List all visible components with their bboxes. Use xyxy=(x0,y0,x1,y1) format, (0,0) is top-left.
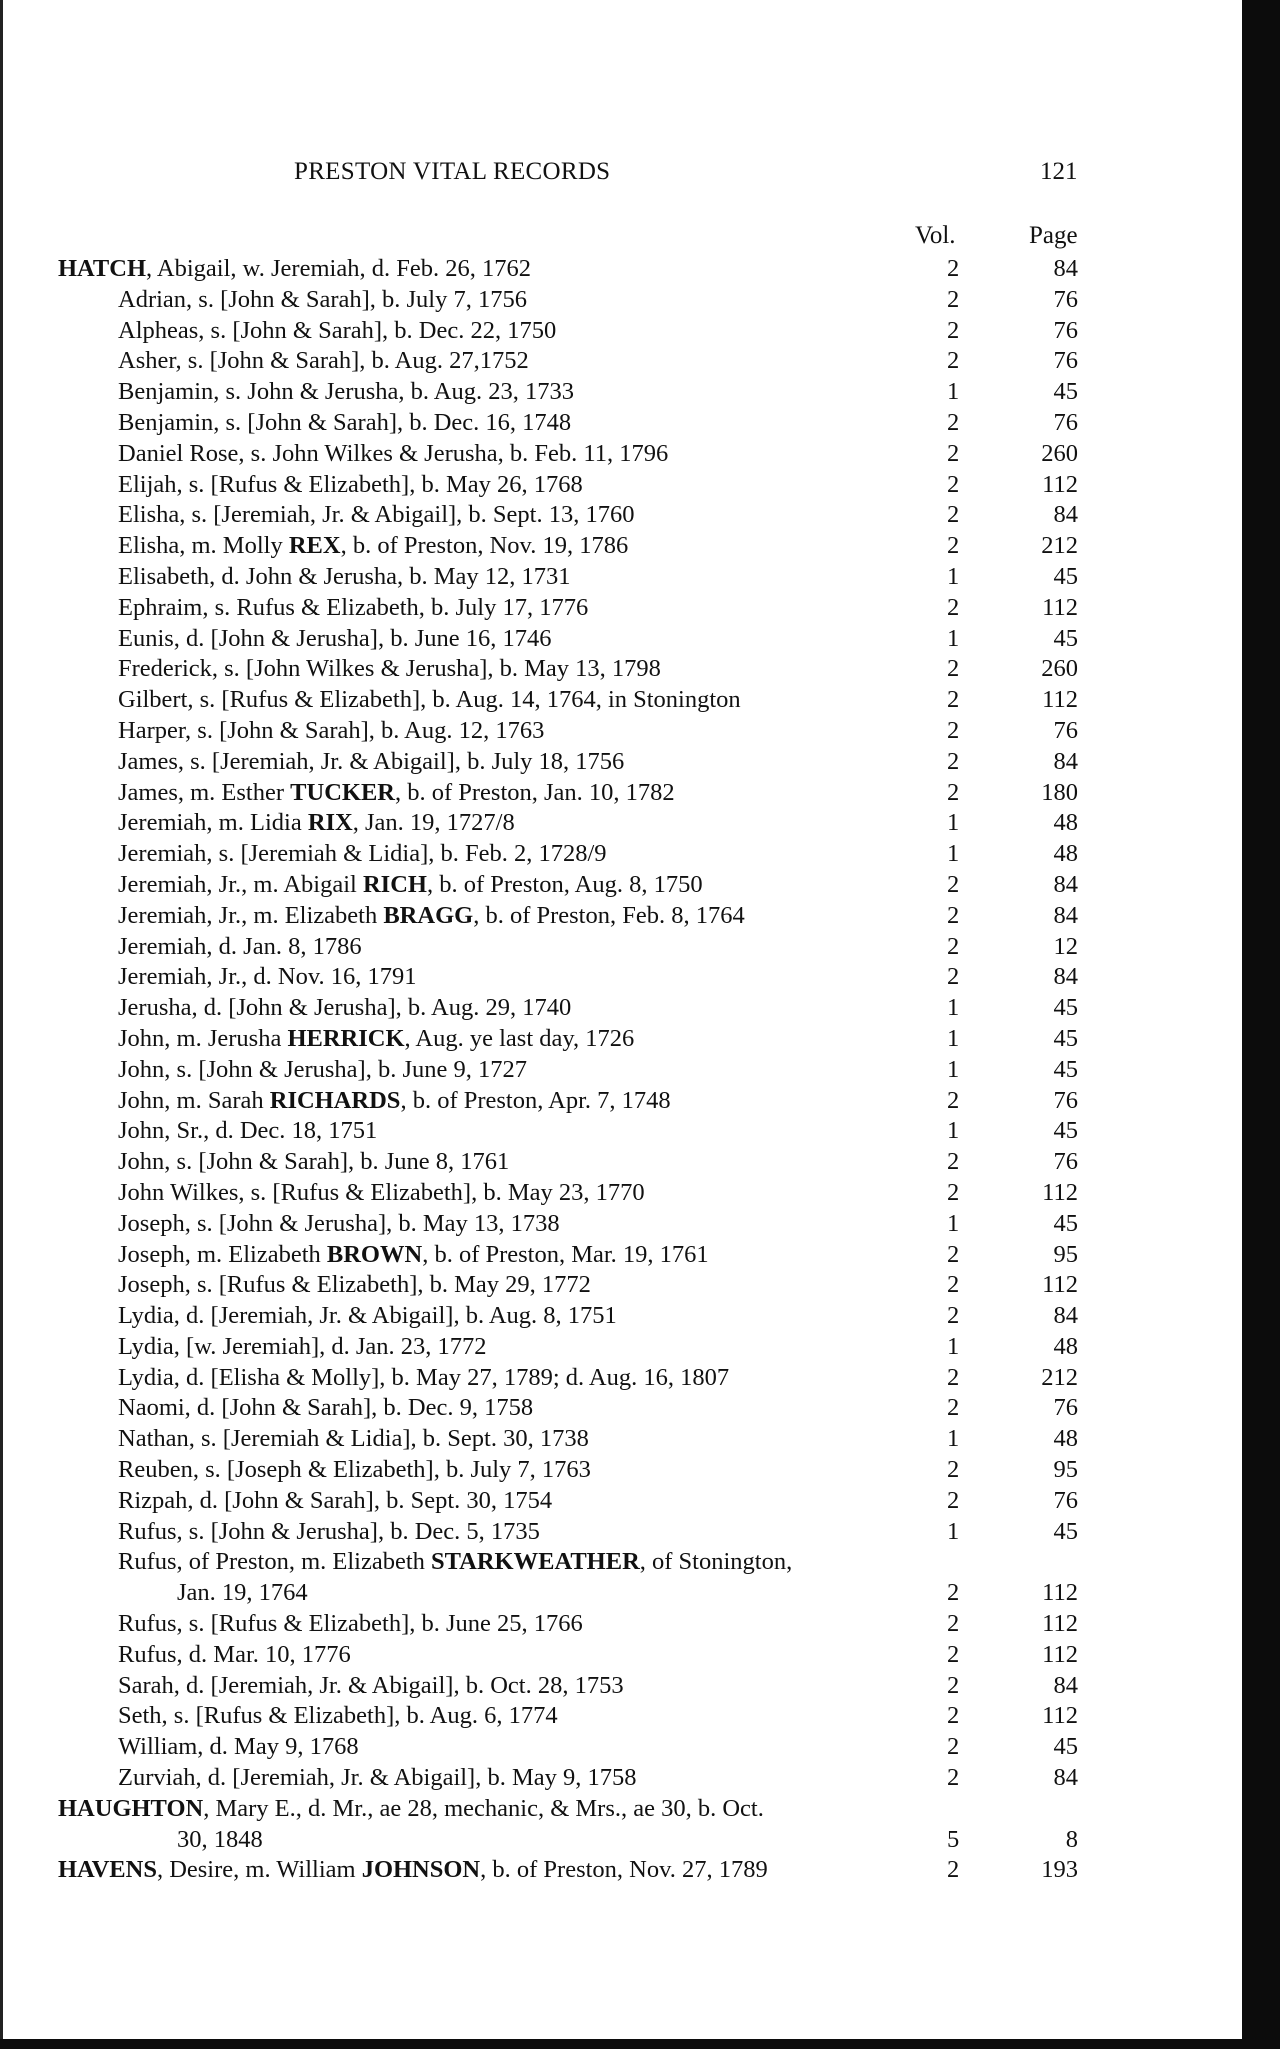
volume-number: 2 xyxy=(947,901,960,929)
volume-number: 2 xyxy=(947,655,960,683)
scan-edge-right xyxy=(1242,0,1280,2049)
record-line xyxy=(0,685,1242,716)
record-text xyxy=(118,1424,589,1455)
record-text xyxy=(118,1763,637,1794)
record-text-part: , of Stonington, xyxy=(639,1548,793,1576)
page-reference: 12 xyxy=(1053,932,1078,960)
page-reference: 84 xyxy=(1053,1302,1078,1330)
page-reference: 45 xyxy=(1053,1117,1078,1145)
record-text-part: Rufus, d. Mar. 10, 1776 xyxy=(118,1640,351,1668)
volume-number: 2 xyxy=(947,1148,960,1176)
record-line xyxy=(0,593,1242,624)
record-text-part: James, m. Esther xyxy=(118,778,291,806)
scan-edge-bottom xyxy=(0,2039,1280,2049)
record-text-part: Jan. 19, 1764 xyxy=(177,1579,308,1607)
record-line xyxy=(0,654,1242,685)
record-text-part: Lydia, [w. Jeremiah], d. Jan. 23, 1772 xyxy=(118,1332,487,1360)
page-reference: 45 xyxy=(1053,624,1078,652)
record-line xyxy=(0,1332,1242,1363)
volume-number: 2 xyxy=(947,1456,960,1484)
volume-number: 2 xyxy=(947,1240,960,1268)
record-text-part: Benjamin, s. John & Jerusha, b. Aug. 23, 1733 xyxy=(118,378,574,406)
record-text xyxy=(118,932,362,963)
page-reference: 180 xyxy=(1041,778,1078,806)
record-line xyxy=(0,901,1242,932)
record-text xyxy=(118,993,571,1024)
record-text-part: John, Sr., d. Dec. 18, 1751 xyxy=(118,1117,378,1145)
volume-number: 2 xyxy=(947,1363,960,1391)
column-header-vol: Vol. xyxy=(915,222,956,249)
page-reference: 76 xyxy=(1053,1148,1078,1176)
surname: HATCH xyxy=(58,255,147,282)
record-text xyxy=(118,346,529,377)
page-reference: 76 xyxy=(1053,1486,1078,1514)
record-text xyxy=(177,1825,263,1856)
volume-number: 2 xyxy=(947,316,960,344)
record-line xyxy=(0,377,1242,408)
record-line xyxy=(0,1486,1242,1517)
record-text-part: , Abigail, w. Jeremiah, d. Feb. 26, 1762 xyxy=(146,255,531,282)
record-text xyxy=(118,1209,560,1240)
record-text xyxy=(118,1363,729,1394)
record-line xyxy=(0,408,1242,439)
record-text xyxy=(118,685,741,716)
page-reference: 112 xyxy=(1042,1702,1078,1730)
record-line xyxy=(0,808,1242,839)
record-text-part: , Aug. ye last day, 1726 xyxy=(404,1024,635,1052)
volume-number: 2 xyxy=(947,501,960,529)
volume-number: 5 xyxy=(947,1825,960,1853)
page-reference: 76 xyxy=(1053,316,1078,344)
record-text-part: John, s. [John & Jerusha], b. June 9, 1727 xyxy=(118,1055,527,1083)
page-reference: 95 xyxy=(1053,1240,1078,1268)
record-line xyxy=(0,1855,1242,1886)
page-reference: 112 xyxy=(1042,470,1078,498)
record-text-part: Ephraim, s. Rufus & Elizabeth, b. July 17, 1776 xyxy=(118,593,589,621)
record-text xyxy=(58,1794,764,1825)
record-text xyxy=(118,1116,377,1147)
record-line xyxy=(0,346,1242,377)
record-text xyxy=(118,377,574,408)
record-text xyxy=(118,470,583,501)
page-reference: 76 xyxy=(1053,716,1078,744)
record-text-part: Jeremiah, m. Lidia xyxy=(118,809,308,837)
record-text-part: Lydia, d. [Jeremiah, Jr. & Abigail], b. Aug. 8, 1751 xyxy=(118,1302,617,1330)
record-line xyxy=(0,470,1242,501)
surname: RIX xyxy=(307,809,353,837)
record-line xyxy=(0,1270,1242,1301)
record-text-part: William, d. May 9, 1768 xyxy=(118,1733,359,1761)
record-text-part: , Mary E., d. Mr., ae 28, mechanic, & Mrs., ae 30, b. Oct. xyxy=(203,1794,764,1822)
record-text-part: , b. of Preston, Aug. 8, 1750 xyxy=(426,870,703,898)
record-text-part: 30, 1848 xyxy=(177,1825,263,1853)
record-text-part: Jeremiah, d. Jan. 8, 1786 xyxy=(118,932,362,960)
page-reference: 84 xyxy=(1053,901,1078,929)
record-line xyxy=(0,1517,1242,1548)
volume-number: 1 xyxy=(947,994,960,1022)
record-text-part: Rizpah, d. [John & Sarah], b. Sept. 30, 1754 xyxy=(118,1486,553,1514)
volume-number: 2 xyxy=(947,1579,960,1607)
record-text xyxy=(118,1178,645,1209)
page-reference: 84 xyxy=(1053,870,1078,898)
record-text xyxy=(118,531,628,562)
page-reference: 112 xyxy=(1042,1178,1078,1206)
record-list xyxy=(0,254,1242,1886)
volume-number: 1 xyxy=(947,1517,960,1545)
page-reference: 112 xyxy=(1042,1579,1078,1607)
volume-number: 2 xyxy=(947,747,960,775)
page-reference: 76 xyxy=(1053,1086,1078,1114)
page-reference: 84 xyxy=(1053,501,1078,529)
record-line xyxy=(0,1825,1242,1856)
record-text-part: Joseph, m. Elizabeth xyxy=(118,1240,327,1268)
record-text xyxy=(118,901,745,932)
page-reference: 45 xyxy=(1053,1024,1078,1052)
record-line xyxy=(0,1701,1242,1732)
record-line xyxy=(0,1424,1242,1455)
record-line xyxy=(0,316,1242,347)
record-text-part: , Desire, m. William xyxy=(156,1856,362,1884)
volume-number: 2 xyxy=(947,1671,960,1699)
record-text xyxy=(118,1701,558,1732)
record-text xyxy=(118,1055,527,1086)
record-line xyxy=(0,993,1242,1024)
record-line xyxy=(0,1363,1242,1394)
page-reference: 76 xyxy=(1053,1394,1078,1422)
record-text xyxy=(118,1301,617,1332)
record-text-part: Rufus, of Preston, m. Elizabeth xyxy=(118,1548,432,1576)
record-text xyxy=(118,1147,509,1178)
record-text-part: John, m. Jerusha xyxy=(118,1024,288,1052)
record-text-part: Joseph, s. [Rufus & Elizabeth], b. May 29, 1772 xyxy=(118,1271,591,1299)
page-reference: 84 xyxy=(1053,1671,1078,1699)
page-reference: 112 xyxy=(1042,1271,1078,1299)
record-text-part: , Jan. 19, 1727/8 xyxy=(352,809,515,837)
page-reference: 76 xyxy=(1053,347,1078,375)
volume-number: 1 xyxy=(947,562,960,590)
record-line xyxy=(0,1732,1242,1763)
record-text-part: Frederick, s. [John Wilkes & Jerusha], b. May 13, 1798 xyxy=(118,655,661,683)
record-text xyxy=(118,654,661,685)
volume-number: 2 xyxy=(947,686,960,714)
surname: BROWN xyxy=(326,1240,423,1268)
record-text xyxy=(118,1640,351,1671)
record-line xyxy=(0,1763,1242,1794)
page-reference: 45 xyxy=(1053,1055,1078,1083)
volume-number: 2 xyxy=(947,1733,960,1761)
page-reference: 76 xyxy=(1053,408,1078,436)
page-reference: 212 xyxy=(1041,1363,1078,1391)
page-reference: 112 xyxy=(1042,1610,1078,1638)
volume-number: 2 xyxy=(947,778,960,806)
volume-number: 2 xyxy=(947,285,960,313)
record-text-part: Asher, s. [John & Sarah], b. Aug. 27,1752 xyxy=(118,347,529,375)
record-text xyxy=(118,562,571,593)
volume-number: 2 xyxy=(947,347,960,375)
surname: RICHARDS xyxy=(269,1086,401,1114)
page-reference: 45 xyxy=(1053,1733,1078,1761)
record-text-part: , b. of Preston, Nov. 19, 1786 xyxy=(340,532,629,560)
record-line xyxy=(0,531,1242,562)
volume-number: 1 xyxy=(947,1425,960,1453)
record-text-part: , b. of Preston, Feb. 8, 1764 xyxy=(473,901,745,929)
volume-number: 2 xyxy=(947,532,960,560)
record-text xyxy=(118,316,556,347)
page-reference: 260 xyxy=(1041,655,1078,683)
surname: TUCKER xyxy=(290,778,395,806)
record-text-part: John Wilkes, s. [Rufus & Elizabeth], b. May 23, 1770 xyxy=(118,1178,645,1206)
page-title: PRESTON VITAL RECORDS xyxy=(294,158,611,185)
record-line xyxy=(0,932,1242,963)
record-text xyxy=(118,624,551,655)
record-text-part: Harper, s. [John & Sarah], b. Aug. 12, 1763 xyxy=(118,716,545,744)
record-text-part: Gilbert, s. [Rufus & Elizabeth], b. Aug. 14, 1764, in Stonington xyxy=(118,686,741,714)
page-reference: 84 xyxy=(1053,963,1078,991)
record-line xyxy=(0,562,1242,593)
volume-number: 1 xyxy=(947,809,960,837)
record-line xyxy=(0,1393,1242,1424)
record-text xyxy=(118,1240,709,1271)
record-text xyxy=(118,1547,792,1578)
page-reference: 84 xyxy=(1053,747,1078,775)
record-line xyxy=(0,747,1242,778)
record-text xyxy=(118,778,675,809)
volume-number: 2 xyxy=(947,1086,960,1114)
record-text xyxy=(118,808,515,839)
page-reference: 112 xyxy=(1042,686,1078,714)
volume-number: 2 xyxy=(947,716,960,744)
record-text-part: , b. of Preston, Nov. 27, 1789 xyxy=(480,1856,768,1884)
record-text-part: Rufus, s. [John & Jerusha], b. Dec. 5, 1735 xyxy=(118,1517,540,1545)
page-reference: 45 xyxy=(1053,1517,1078,1545)
record-line xyxy=(0,870,1242,901)
record-line xyxy=(0,1209,1242,1240)
page-reference: 48 xyxy=(1053,1425,1078,1453)
volume-number: 2 xyxy=(947,1856,960,1884)
page-reference: 48 xyxy=(1053,809,1078,837)
record-text xyxy=(118,962,417,993)
page-reference: 112 xyxy=(1042,1640,1078,1668)
record-text-part: , b. of Preston, Apr. 7, 1748 xyxy=(400,1086,671,1114)
volume-number: 2 xyxy=(947,439,960,467)
page-reference: 45 xyxy=(1053,994,1078,1022)
record-text-part: Seth, s. [Rufus & Elizabeth], b. Aug. 6, 1774 xyxy=(118,1702,558,1730)
page-reference: 193 xyxy=(1041,1856,1078,1884)
page-reference: 48 xyxy=(1053,1332,1078,1360)
record-text xyxy=(118,1270,591,1301)
record-text xyxy=(177,1578,308,1609)
record-text xyxy=(118,1732,359,1763)
page-reference: 84 xyxy=(1053,1764,1078,1792)
record-text-part: Benjamin, s. [John & Sarah], b. Dec. 16, 1748 xyxy=(118,408,572,436)
volume-number: 2 xyxy=(947,1702,960,1730)
record-text xyxy=(118,1671,624,1702)
record-line xyxy=(0,778,1242,809)
volume-number: 1 xyxy=(947,840,960,868)
record-text xyxy=(118,500,635,531)
record-line xyxy=(0,1240,1242,1271)
record-line xyxy=(0,1147,1242,1178)
record-text-part: Elisha, m. Molly xyxy=(118,532,289,560)
record-line xyxy=(0,500,1242,531)
record-line xyxy=(0,1055,1242,1086)
record-text xyxy=(118,839,607,870)
record-text-part: Jeremiah, Jr., m. Abigail xyxy=(118,870,363,898)
surname: HERRICK xyxy=(287,1024,405,1052)
volume-number: 1 xyxy=(947,1055,960,1083)
record-text xyxy=(118,593,588,624)
record-text-part: John, s. [John & Sarah], b. June 8, 1761 xyxy=(118,1148,510,1176)
volume-number: 2 xyxy=(947,1640,960,1668)
record-text xyxy=(118,1086,671,1117)
record-text xyxy=(118,1393,533,1424)
record-text-part: Elisabeth, d. John & Jerusha, b. May 12, 1731 xyxy=(118,562,571,590)
volume-number: 1 xyxy=(947,1117,960,1145)
record-text xyxy=(118,747,624,778)
record-text xyxy=(118,870,703,901)
surname: REX xyxy=(288,532,341,560)
record-line xyxy=(0,285,1242,316)
volume-number: 1 xyxy=(947,624,960,652)
surname: HAVENS xyxy=(58,1856,157,1884)
page-reference: 112 xyxy=(1042,593,1078,621)
record-text-part: Elijah, s. [Rufus & Elizabeth], b. May 26, 1768 xyxy=(118,470,583,498)
volume-number: 2 xyxy=(947,1178,960,1206)
record-text-part: Rufus, s. [Rufus & Elizabeth], b. June 25, 1766 xyxy=(118,1610,583,1638)
record-line xyxy=(0,1086,1242,1117)
page-reference: 45 xyxy=(1053,562,1078,590)
record-text xyxy=(118,285,527,316)
volume-number: 2 xyxy=(947,1302,960,1330)
record-text-part: Eunis, d. [John & Jerusha], b. June 16, 1746 xyxy=(118,624,552,652)
record-text xyxy=(118,1609,583,1640)
volume-number: 2 xyxy=(947,1486,960,1514)
volume-number: 2 xyxy=(947,870,960,898)
volume-number: 1 xyxy=(947,1024,960,1052)
record-text-part: Lydia, d. [Elisha & Molly], b. May 27, 1789; d. Aug. 16, 1807 xyxy=(118,1363,730,1391)
record-line xyxy=(0,716,1242,747)
record-line xyxy=(0,254,1242,285)
surname: BRAGG xyxy=(383,901,474,929)
record-text-part: Daniel Rose, s. John Wilkes & Jerusha, b. Feb. 11, 1796 xyxy=(118,439,669,467)
volume-number: 1 xyxy=(947,378,960,406)
surname: JOHNSON xyxy=(361,1856,481,1884)
record-text-part: John, m. Sarah xyxy=(118,1086,270,1114)
record-text-part: Nathan, s. [Jeremiah & Lidia], b. Sept. 30, 1738 xyxy=(118,1425,589,1453)
record-text xyxy=(58,254,531,285)
record-text xyxy=(118,1517,540,1548)
record-text-part: Zurviah, d. [Jeremiah, Jr. & Abigail], b. May 9, 1758 xyxy=(118,1764,637,1792)
volume-number: 2 xyxy=(947,932,960,960)
page-reference: 95 xyxy=(1053,1456,1078,1484)
volume-number: 2 xyxy=(947,1271,960,1299)
page-reference: 48 xyxy=(1053,840,1078,868)
record-text-part: Jeremiah, s. [Jeremiah & Lidia], b. Feb. 2, 1728/9 xyxy=(118,840,607,868)
volume-number: 2 xyxy=(947,255,960,282)
record-line xyxy=(0,1578,1242,1609)
column-header-page: Page xyxy=(1029,222,1078,249)
record-text-part: Elisha, s. [Jeremiah, Jr. & Abigail], b. Sept. 13, 1760 xyxy=(118,501,635,529)
record-line xyxy=(0,1301,1242,1332)
record-text xyxy=(118,1332,487,1363)
record-line xyxy=(0,1178,1242,1209)
volume-number: 1 xyxy=(947,1332,960,1360)
record-text-part: James, s. [Jeremiah, Jr. & Abigail], b. July 18, 1756 xyxy=(118,747,625,775)
record-text-part: , b. of Preston, Mar. 19, 1761 xyxy=(422,1240,709,1268)
record-line xyxy=(0,1455,1242,1486)
volume-number: 2 xyxy=(947,1610,960,1638)
page-reference: 84 xyxy=(1053,255,1078,282)
record-text-part: Jeremiah, Jr., d. Nov. 16, 1791 xyxy=(118,963,417,991)
record-line xyxy=(0,839,1242,870)
record-line xyxy=(0,624,1242,655)
page-number: 121 xyxy=(1040,158,1078,185)
page-reference: 212 xyxy=(1041,532,1078,560)
record-text xyxy=(118,1455,591,1486)
volume-number: 2 xyxy=(947,963,960,991)
record-text-part: Sarah, d. [Jeremiah, Jr. & Abigail], b. Oct. 28, 1753 xyxy=(118,1671,624,1699)
record-text-part: Adrian, s. [John & Sarah], b. July 7, 1756 xyxy=(118,285,527,313)
record-text-part: , b. of Preston, Jan. 10, 1782 xyxy=(394,778,675,806)
record-line xyxy=(0,1116,1242,1147)
volume-number: 2 xyxy=(947,1394,960,1422)
surname: STARKWEATHER xyxy=(431,1548,640,1576)
record-text xyxy=(58,1855,768,1886)
volume-number: 2 xyxy=(947,593,960,621)
record-text-part: Joseph, s. [John & Jerusha], b. May 13, 1738 xyxy=(118,1209,560,1237)
record-text xyxy=(118,439,668,470)
surname: RICH xyxy=(362,870,427,898)
page-reference: 45 xyxy=(1053,378,1078,406)
page-reference: 260 xyxy=(1041,439,1078,467)
record-line xyxy=(0,1794,1242,1825)
record-text xyxy=(118,1024,634,1055)
surname: HAUGHTON xyxy=(58,1794,204,1822)
volume-number: 2 xyxy=(947,408,960,436)
volume-number: 2 xyxy=(947,470,960,498)
page-reference: 45 xyxy=(1053,1209,1078,1237)
record-line xyxy=(0,1024,1242,1055)
record-text xyxy=(118,716,544,747)
record-line xyxy=(0,1609,1242,1640)
record-text xyxy=(118,408,571,439)
page-reference: 76 xyxy=(1053,285,1078,313)
record-line xyxy=(0,1671,1242,1702)
record-line xyxy=(0,439,1242,470)
volume-number: 1 xyxy=(947,1209,960,1237)
record-line xyxy=(0,1640,1242,1671)
record-text-part: Naomi, d. [John & Sarah], b. Dec. 9, 1758 xyxy=(118,1394,534,1422)
record-text-part: Jeremiah, Jr., m. Elizabeth xyxy=(118,901,384,929)
record-line xyxy=(0,1547,1242,1578)
volume-number: 2 xyxy=(947,1764,960,1792)
record-line xyxy=(0,962,1242,993)
page-reference: 8 xyxy=(1065,1825,1078,1853)
record-text-part: Jerusha, d. [John & Jerusha], b. Aug. 29, 1740 xyxy=(118,994,572,1022)
record-text-part: Reuben, s. [Joseph & Elizabeth], b. July 7, 1763 xyxy=(118,1456,591,1484)
record-text-part: Alpheas, s. [John & Sarah], b. Dec. 22, 1750 xyxy=(118,316,557,344)
record-text xyxy=(118,1486,552,1517)
